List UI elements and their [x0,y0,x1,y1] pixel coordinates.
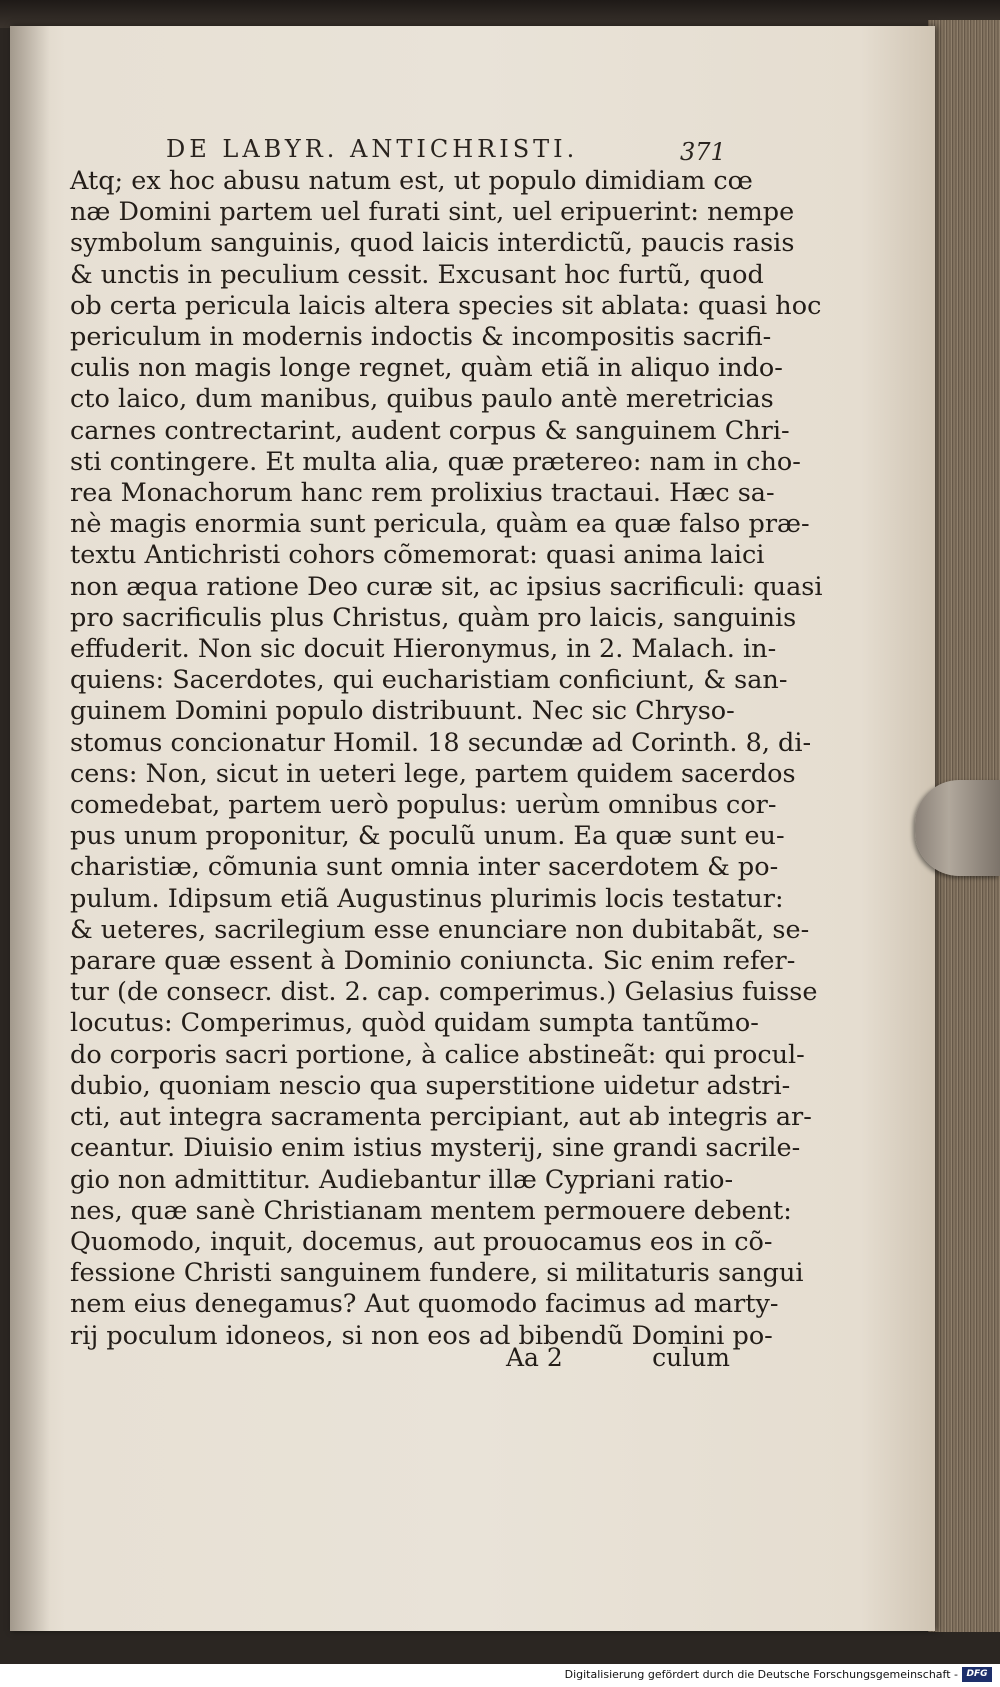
text-line: carnes contrectarint, audent corpus & sanguinem Chri- [70,415,790,446]
running-head: DE LABYR. ANTICHRISTI. [166,135,579,163]
text-line: dubio, quoniam nescio qua superstitione uidetur adstri- [70,1070,791,1101]
dfg-logo: DFG [962,1667,992,1682]
book-top-edge [0,0,1000,28]
text-line: rij poculum idoneos, si non eos ad bibendũ Domini po- [70,1320,773,1351]
text-line: rea Monachorum hanc rem prolixius tractaui. Hæc sa- [70,478,775,509]
text-line: Atq; ex hoc abusu natum est, ut populo dimidiam cœ [70,166,753,196]
text-line: nem eius denegamus? Aut quomodo facimus ad marty- [70,1289,779,1320]
text-line: ceantur. Diuisio enim istius mysterij, sine grandi sacrile- [70,1133,801,1164]
text-line: textu Antichristi cohors cõmemorat: quasi anima laici [70,540,765,571]
text-line: effuderit. Non sic docuit Hieronymus, in 2. Malach. in- [70,634,777,665]
text-line: & ueteres, sacrilegium esse enunciare non dubitabãt, se- [70,914,810,945]
text-line: symbolum sanguinis, quod laicis interdictũ, paucis rasis [70,228,795,259]
text-line: tur (de consecr. dist. 2. cap. comperimus.) Gelasius fuisse [70,977,818,1008]
bookmark-tab [915,780,1000,876]
catchword: culum [652,1343,730,1372]
text-line: Quomodo, inquit, docemus, aut prouocamus eos in cõ- [70,1226,773,1257]
text-line: cti, aut integra sacramenta percipiant, aut ab integris ar- [70,1102,812,1133]
text-line: & unctis in peculium cessit. Excusant hoc furtũ, quod [70,259,764,290]
text-line: periculum in modernis indoctis & incompositis sacrifi- [70,322,772,353]
text-line: fessione Christi sanguinem fundere, si militaturis sangui [70,1258,804,1289]
text-line: charistiæ, cõmunia sunt omnia inter sacerdotem & po- [70,852,779,883]
text-line: guinem Domini populo distribuunt. Nec sic Chryso- [70,696,735,727]
text-line: nè magis enormia sunt pericula, quàm ea quæ falso præ- [70,509,810,540]
text-line: ob certa pericula laicis altera species sit ablata: quasi hoc [70,290,822,321]
text-line: locutus: Comperimus, quòd quidam sumpta tantũmo- [70,1008,759,1039]
text-line: culis non magis longe regnet, quàm etiã in aliquo indo- [70,353,783,384]
text-line: sti contingere. Et multa alia, quæ prætereo: nam in cho- [70,446,801,477]
text-line: gio non admittitur. Audiebantur illæ Cypriani ratio- [70,1164,734,1195]
catch-line [70,1343,730,1375]
text-line: parare quæ essent à Dominio coniuncta. Sic enim refer- [70,946,796,977]
text-line: comedebat, partem uerò populus: uerùm omnibus cor- [70,790,777,821]
text-line: pulum. Idipsum etiã Augustinus plurimis locis testatur: [70,883,784,914]
footer-bar [0,1664,1000,1687]
text-block [70,166,823,1352]
signature-mark: Aa 2 [506,1343,563,1372]
text-line: cens: Non, sicut in ueteri lege, partem quidem sacerdos [70,758,796,789]
text-line: quiens: Sacerdotes, qui eucharistiam conficiunt, & san- [70,665,788,696]
text-line: cto laico, dum manibus, quibus paulo antè meretricias [70,384,774,415]
text-line: pro sacrificulis plus Christus, quàm pro laicis, sanguinis [70,602,797,633]
text-line: nes, quæ sanè Christianam mentem permouere debent: [70,1195,792,1226]
footer-credit: Digitalisierung gefördert durch die Deutsche Forschungsgemeinschaft - [564,1668,958,1681]
gutter-shadow [10,26,50,1631]
folio-number: 371 [680,138,726,166]
text-line: næ Domini partem uel furati sint, uel eripuerint: nempe [70,197,795,228]
text-line: stomus concionatur Homil. 18 secundæ ad Corinth. 8, di- [70,727,812,758]
text-line: non æqua ratione Deo curæ sit, ac ipsius sacrificuli: quasi [70,571,823,602]
text-line: pus unum proponitur, & poculũ unum. Ea quæ sunt eu- [70,821,785,852]
text-line: do corporis sacri portione, à calice abstineãt: qui procul- [70,1039,805,1070]
